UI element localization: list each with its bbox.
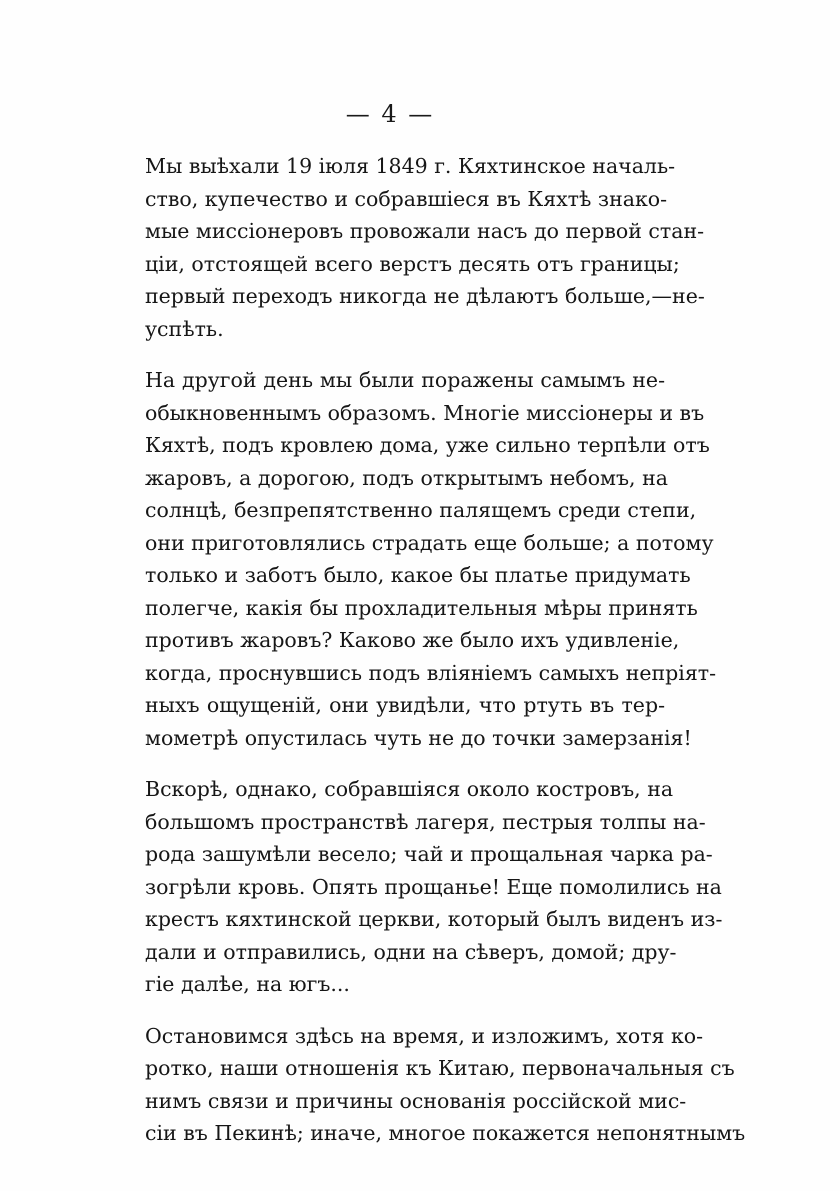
text-line: обыкновеннымъ образомъ. Многіе миссіонеры и въ (145, 400, 705, 425)
text-line: солнцѣ, безпрепятственно палящемъ среди степи, (145, 498, 697, 522)
text-line: Вскорѣ, однако, собравшіяся около костровъ, на (145, 777, 674, 801)
text-line: зогрѣли кровь. Опять прощанье! Еще помолились на (145, 874, 722, 899)
text-line: жаровъ, а дорогою, подъ открытымъ небомъ, на (145, 465, 668, 490)
text-line: большомъ пространствѣ лагеря, пестрыя толпы на- (145, 809, 706, 834)
text-line: ныхъ ощущеній, они увидѣли, что ртуть въ тер- (145, 693, 665, 717)
text-line: гіе далѣе, на югъ... (145, 972, 350, 996)
text-line: Кяхтѣ, подъ кровлею дома, уже сильно терпѣли отъ (145, 433, 710, 457)
text-line: крестъ кяхтинской церкви, который былъ виденъ из- (145, 907, 723, 931)
paragraph-1 (145, 150, 705, 345)
text-line: успѣть. (145, 316, 224, 341)
text-line: ротко, наши отношенія къ Китаю, первоначальныя съ (145, 1056, 735, 1080)
paragraph-2 (145, 364, 717, 754)
text-line: мые миссіонеровъ провожали насъ до первой стан- (145, 219, 705, 243)
text-line: дали и отправились, одни на сѣверъ, домой; дру- (145, 939, 677, 964)
text-line: первый переходъ никогда не дѣлаютъ больше,—не- (145, 284, 705, 308)
text-line: полегче, какія бы прохладительныя мѣры принять (145, 595, 698, 620)
text-line: Мы выѣхали 19 іюля 1849 г. Кяхтинское началь- (145, 154, 676, 178)
text-line: только и заботъ было, какое бы платье придумать (145, 563, 691, 587)
text-line: На другой день мы были поражены самымъ не- (145, 368, 665, 392)
text-line: сіи въ Пекинѣ; иначе, многое покажется непонятнымъ (145, 1121, 746, 1145)
text-line: противъ жаровъ? Каково же было ихъ удивленіе, (145, 628, 680, 652)
text-line: когда, проснувшись подъ вліяніемъ самыхъ непріят- (145, 660, 717, 685)
text-line: нимъ связи и причины основанія россійской мис- (145, 1088, 687, 1113)
page-number: — 4 — (345, 100, 435, 128)
text-line: мометрѣ опустилась чуть не до точки замерзанія! (145, 725, 692, 750)
text-line: они приготовлялись страдать еще больше; а потому (145, 530, 714, 555)
text-line: рода зашумѣли весело; чай и прощальная чарка ра- (145, 842, 713, 866)
text-line: ство, купечество и собравшіеся въ Кяхтѣ знако- (145, 186, 668, 211)
text-line: Остановимся здѣсь на время, и изложимъ, хотя ко- (145, 1023, 704, 1048)
body-text (145, 150, 746, 1169)
paragraph-3 (145, 773, 723, 1001)
paragraph-4 (145, 1020, 746, 1150)
text-line: ціи, отстоящей всего верстъ десять отъ границы; (145, 251, 680, 276)
